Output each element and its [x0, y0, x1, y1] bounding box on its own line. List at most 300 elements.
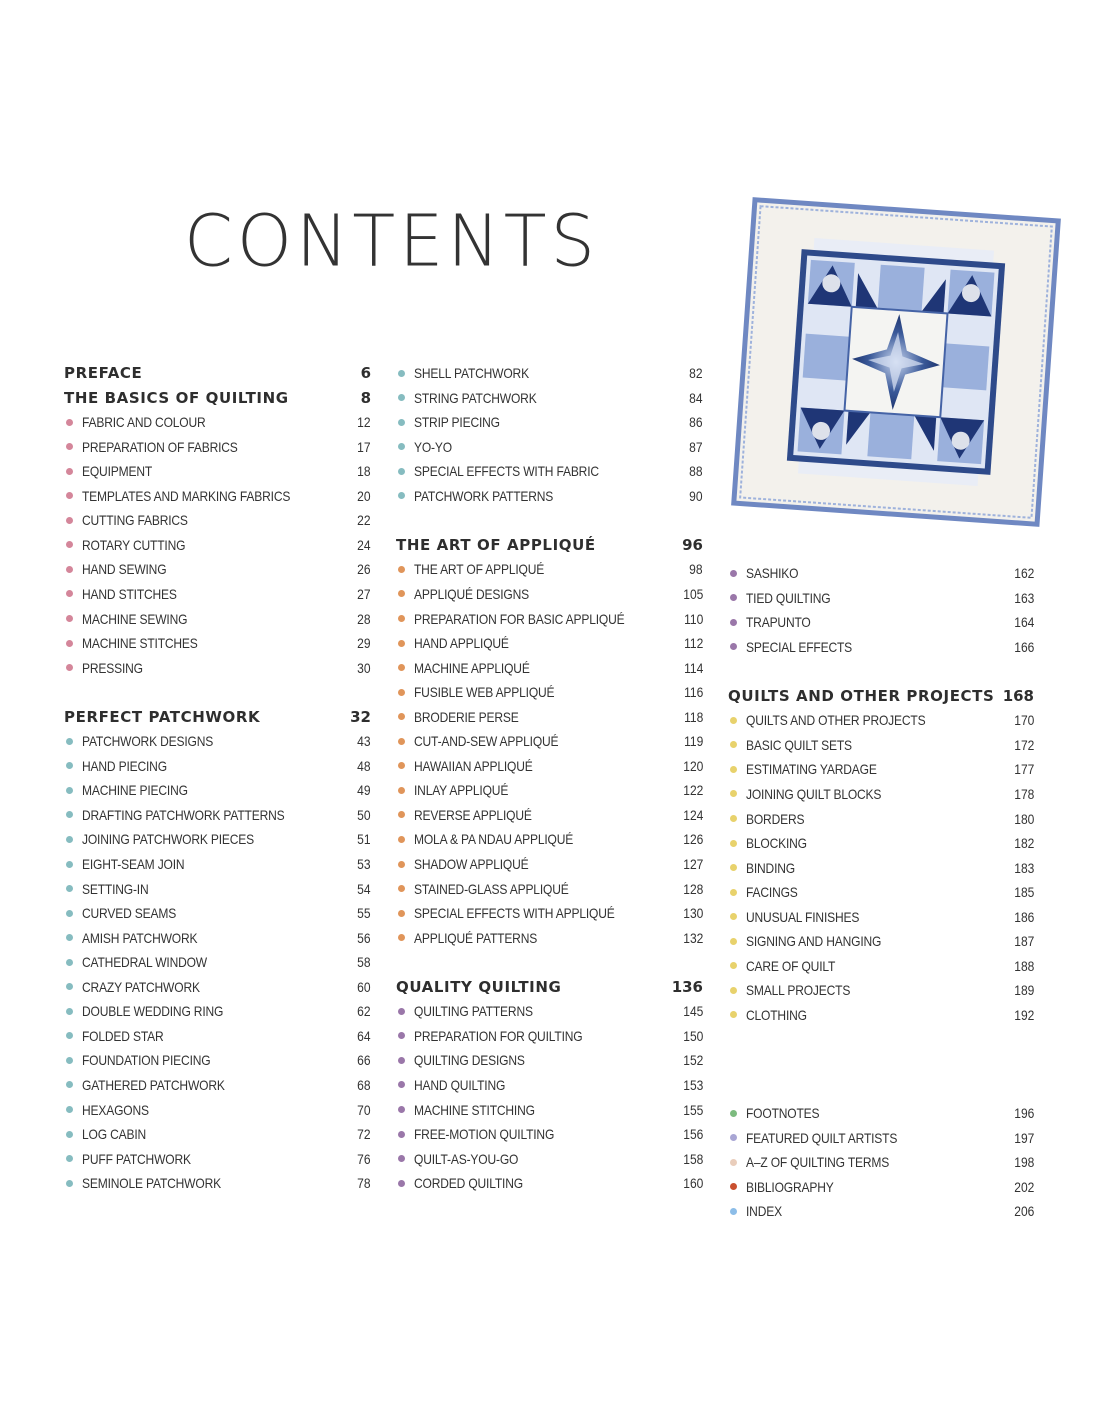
- entry-label: TIED QUILTING: [746, 589, 831, 606]
- page-number: 189: [1013, 982, 1034, 999]
- toc-entry[interactable]: [728, 586, 1034, 610]
- page-number: 118: [683, 708, 703, 725]
- toc-entry[interactable]: [396, 1098, 703, 1122]
- page-number: 22: [357, 512, 371, 529]
- entry-label: REVERSE APPLIQUÉ: [414, 806, 532, 823]
- page-number: 114: [683, 659, 703, 676]
- toc-entry[interactable]: [64, 508, 371, 532]
- entry-label: SASHIKO: [746, 565, 799, 581]
- toc-entry[interactable]: [728, 1126, 1034, 1150]
- toc-entry[interactable]: [64, 459, 371, 483]
- toc-entry[interactable]: [728, 831, 1034, 855]
- entry-label: HAND APPLIQUÉ: [414, 635, 509, 652]
- bullet-dot-icon: [730, 1208, 737, 1215]
- page-number: 156: [682, 1126, 703, 1143]
- entry-label: DOUBLE WEDDING RING: [82, 1003, 224, 1020]
- page-number: 136: [671, 977, 703, 996]
- entry-label: FACINGS: [746, 884, 798, 901]
- page-number: 27: [357, 585, 371, 602]
- toc-entry[interactable]: [396, 1048, 703, 1072]
- page-number: 88: [689, 463, 703, 480]
- entry-label: BORDERS: [746, 810, 805, 827]
- bullet-dot-icon: [66, 983, 73, 990]
- page-number: 187: [1013, 933, 1034, 950]
- toc-entry[interactable]: [396, 435, 703, 459]
- bullet-dot-icon: [730, 889, 737, 896]
- toc-entry[interactable]: [396, 852, 703, 876]
- entry-label: MACHINE STITCHING: [414, 1101, 535, 1118]
- entry-label: SHADOW APPLIQUÉ: [414, 856, 529, 872]
- entry-label: THE BASICS OF QUILTING: [64, 388, 289, 407]
- entry-label: EIGHT-SEAM JOIN: [82, 856, 185, 872]
- bullet-dot-icon: [730, 1183, 737, 1190]
- bullet-dot-icon: [66, 468, 73, 475]
- toc-entry[interactable]: [64, 901, 371, 925]
- bullet-dot-icon: [398, 811, 405, 818]
- page-number: 183: [1013, 859, 1034, 876]
- entry-label: BRODERIE PERSE: [414, 708, 519, 725]
- toc-entry[interactable]: [396, 459, 703, 483]
- entry-label: MOLA & PA NDAU APPLIQUÉ: [414, 831, 574, 848]
- bullet-dot-icon: [730, 987, 737, 994]
- bullet-dot-icon: [730, 1134, 737, 1141]
- page-number: 196: [1013, 1105, 1034, 1122]
- entry-label: SPECIAL EFFECTS WITH APPLIQUÉ: [414, 905, 615, 922]
- entry-label: MACHINE STITCHES: [82, 635, 198, 652]
- bullet-dot-icon: [66, 934, 73, 941]
- bullet-dot-icon: [398, 468, 405, 475]
- toc-entry[interactable]: [64, 1073, 371, 1097]
- bullet-dot-icon: [398, 738, 405, 745]
- section-heading[interactable]: [64, 361, 371, 385]
- entry-label: PUFF PATCHWORK: [82, 1150, 191, 1167]
- page-number: 192: [1013, 1006, 1034, 1023]
- section-heading[interactable]: [64, 386, 371, 410]
- bullet-dot-icon: [398, 370, 405, 377]
- bullet-dot-icon: [66, 1180, 73, 1187]
- section-heading[interactable]: [396, 975, 703, 999]
- entry-label: ROTARY CUTTING: [82, 536, 186, 553]
- entry-label: PREPARATION FOR BASIC APPLIQUÉ: [414, 610, 625, 627]
- bullet-dot-icon: [66, 664, 73, 671]
- bullet-dot-icon: [398, 934, 405, 941]
- toc-entry[interactable]: [64, 1171, 371, 1195]
- page-number: 197: [1013, 1129, 1034, 1146]
- bullet-dot-icon: [730, 643, 737, 650]
- page-number: 55: [357, 905, 371, 922]
- entry-label: THE ART OF APPLIQUÉ: [414, 561, 545, 578]
- bullet-dot-icon: [398, 1081, 405, 1088]
- toc-entry[interactable]: [728, 610, 1034, 634]
- toc-entry[interactable]: [728, 1199, 1034, 1223]
- entry-label: LOG CABIN: [82, 1126, 147, 1143]
- entry-label: BLOCKING: [746, 835, 807, 852]
- bullet-dot-icon: [398, 419, 405, 426]
- toc-entry[interactable]: [728, 929, 1034, 953]
- page-number: 70: [357, 1101, 371, 1118]
- bullet-dot-icon: [398, 615, 405, 622]
- page-number: 68: [357, 1076, 371, 1093]
- toc-entry[interactable]: [64, 778, 371, 802]
- entry-label: PATCHWORK PATTERNS: [414, 487, 554, 504]
- toc-entry[interactable]: [396, 754, 703, 778]
- page-number: 164: [1013, 614, 1034, 631]
- toc-entry[interactable]: [728, 880, 1034, 904]
- page-number: 53: [357, 856, 371, 872]
- entry-label: CUTTING FABRICS: [82, 512, 188, 529]
- entry-label: HAND QUILTING: [414, 1076, 506, 1093]
- toc-entry[interactable]: [64, 926, 371, 950]
- page-number: 116: [683, 684, 703, 701]
- page-number: 86: [689, 414, 703, 431]
- entry-label: JOINING QUILT BLOCKS: [746, 785, 882, 802]
- entry-label: PERFECT PATCHWORK: [64, 707, 261, 726]
- page-number: 66: [357, 1052, 371, 1069]
- entry-label: FOLDED STAR: [82, 1027, 164, 1044]
- entry-label: INLAY APPLIQUÉ: [414, 782, 509, 799]
- toc-entry[interactable]: [64, 1147, 371, 1171]
- toc-entry[interactable]: [396, 680, 703, 704]
- page-number: 155: [682, 1101, 703, 1118]
- entry-label: INDEX: [746, 1203, 782, 1220]
- entry-label: CUT-AND-SEW APPLIQUÉ: [414, 733, 559, 750]
- entry-label: QUILTS AND OTHER PROJECTS: [728, 686, 995, 705]
- toc-entry[interactable]: [728, 954, 1034, 978]
- toc-entry[interactable]: [728, 1175, 1034, 1199]
- toc-entry[interactable]: [64, 435, 371, 459]
- page-number: 120: [682, 757, 703, 774]
- bullet-dot-icon: [66, 1008, 73, 1015]
- page-number: 54: [357, 880, 371, 897]
- page-number: 202: [1013, 1178, 1034, 1195]
- bullet-dot-icon: [66, 492, 73, 499]
- bullet-dot-icon: [730, 766, 737, 773]
- bullet-dot-icon: [66, 738, 73, 745]
- bullet-dot-icon: [66, 1081, 73, 1088]
- page-number: 152: [682, 1052, 703, 1069]
- toc-entry[interactable]: [64, 877, 371, 901]
- toc-entry[interactable]: [64, 950, 371, 974]
- bullet-dot-icon: [398, 443, 405, 450]
- toc-entry[interactable]: [728, 1003, 1034, 1027]
- entry-label: BINDING: [746, 859, 795, 876]
- entry-label: PREPARATION OF FABRICS: [82, 438, 238, 455]
- page-number: 186: [1013, 908, 1034, 925]
- toc-entry[interactable]: [728, 1150, 1034, 1174]
- page-number: 49: [357, 782, 371, 799]
- entry-label: SHELL PATCHWORK: [414, 365, 529, 381]
- bullet-dot-icon: [66, 517, 73, 524]
- bullet-dot-icon: [730, 790, 737, 797]
- entry-label: HAND SEWING: [82, 561, 167, 578]
- page-number: 90: [689, 487, 703, 504]
- toc-entry[interactable]: [396, 1073, 703, 1097]
- page-number: 51: [357, 831, 371, 848]
- bullet-dot-icon: [398, 689, 405, 696]
- bullet-dot-icon: [66, 959, 73, 966]
- toc-entry[interactable]: [728, 1101, 1034, 1125]
- page-number: 132: [682, 929, 703, 946]
- toc-entry[interactable]: [64, 1098, 371, 1122]
- entry-label: DRAFTING PATCHWORK PATTERNS: [82, 806, 285, 823]
- toc-entry[interactable]: [64, 484, 371, 508]
- toc-entry[interactable]: [396, 901, 703, 925]
- toc-entry[interactable]: [396, 410, 703, 434]
- entry-label: CLOTHING: [746, 1006, 807, 1023]
- toc-entry[interactable]: [64, 975, 371, 999]
- toc-entry[interactable]: [396, 582, 703, 606]
- entry-label: HAND STITCHES: [82, 585, 177, 602]
- toc-entry[interactable]: [64, 557, 371, 581]
- toc-entry[interactable]: [728, 782, 1034, 806]
- entry-label: CATHEDRAL WINDOW: [82, 954, 208, 971]
- toc-entry[interactable]: [728, 708, 1034, 732]
- bullet-dot-icon: [730, 962, 737, 969]
- bullet-dot-icon: [398, 713, 405, 720]
- entry-label: CURVED SEAMS: [82, 905, 177, 922]
- toc-entry[interactable]: [64, 999, 371, 1023]
- toc-entry[interactable]: [396, 607, 703, 631]
- toc-entry[interactable]: [396, 1024, 703, 1048]
- page-number: 145: [682, 1003, 703, 1020]
- page-number: 17: [357, 438, 371, 455]
- page-number: 198: [1013, 1154, 1034, 1171]
- page-number: 60: [357, 978, 371, 995]
- page-number: 8: [360, 388, 371, 407]
- page-number: 87: [689, 438, 703, 455]
- toc-entry[interactable]: [728, 807, 1034, 831]
- entry-label: FREE-MOTION QUILTING: [414, 1126, 555, 1143]
- toc-entry[interactable]: [728, 757, 1034, 781]
- entry-label: QUILTING DESIGNS: [414, 1052, 525, 1069]
- toc-entry[interactable]: [64, 803, 371, 827]
- toc-entry[interactable]: [396, 1147, 703, 1171]
- entry-label: FABRIC AND COLOUR: [82, 414, 206, 431]
- entry-label: SETTING-IN: [82, 880, 149, 897]
- entry-label: TRAPUNTO: [746, 614, 811, 631]
- bullet-dot-icon: [66, 640, 73, 647]
- entry-label: QUILTS AND OTHER PROJECTS: [746, 712, 926, 729]
- entry-label: FUSIBLE WEB APPLIQUÉ: [414, 684, 555, 701]
- section-heading[interactable]: [728, 684, 1034, 708]
- bullet-dot-icon: [730, 815, 737, 822]
- toc-entry[interactable]: [64, 852, 371, 876]
- quilt-photo: [726, 192, 1066, 532]
- bullet-dot-icon: [730, 1159, 737, 1166]
- page-number: 26: [357, 561, 371, 578]
- toc-entry[interactable]: [396, 386, 703, 410]
- bullet-dot-icon: [66, 787, 73, 794]
- toc-entry[interactable]: [728, 978, 1034, 1002]
- entry-label: CRAZY PATCHWORK: [82, 978, 200, 995]
- entry-label: BASIC QUILT SETS: [746, 736, 852, 753]
- toc-entry[interactable]: [64, 582, 371, 606]
- page-number: 82: [689, 365, 703, 381]
- toc-entry[interactable]: [64, 607, 371, 631]
- entry-label: STRING PATCHWORK: [414, 389, 537, 406]
- bullet-dot-icon: [398, 1106, 405, 1113]
- page-number: 112: [683, 635, 703, 652]
- toc-entry[interactable]: [64, 656, 371, 680]
- toc-entry[interactable]: [64, 631, 371, 655]
- bullet-dot-icon: [66, 541, 73, 548]
- page-number: 160: [682, 1175, 703, 1192]
- entry-label: JOINING PATCHWORK PIECES: [82, 831, 255, 848]
- bullet-dot-icon: [730, 1011, 737, 1018]
- page-number: 150: [682, 1027, 703, 1044]
- page-number: 162: [1013, 565, 1034, 581]
- bullet-dot-icon: [730, 938, 737, 945]
- toc-entry[interactable]: [396, 557, 703, 581]
- page-number: 30: [357, 659, 371, 676]
- bullet-dot-icon: [66, 1106, 73, 1113]
- bullet-dot-icon: [398, 1155, 405, 1162]
- page-number: 96: [682, 535, 703, 554]
- toc-entry[interactable]: [396, 729, 703, 753]
- bullet-dot-icon: [730, 741, 737, 748]
- entry-label: FOOTNOTES: [746, 1105, 820, 1122]
- bullet-dot-icon: [730, 717, 737, 724]
- page-number: 130: [682, 905, 703, 922]
- bullet-dot-icon: [66, 1131, 73, 1138]
- bullet-dot-icon: [66, 566, 73, 573]
- entry-label: PRESSING: [82, 659, 143, 676]
- toc-entry[interactable]: [396, 999, 703, 1023]
- page-number: 18: [357, 463, 371, 480]
- entry-label: CORDED QUILTING: [414, 1175, 523, 1192]
- page-number: 170: [1013, 712, 1034, 729]
- toc-entry[interactable]: [728, 733, 1034, 757]
- toc-entry[interactable]: [728, 905, 1034, 929]
- toc-entry[interactable]: [396, 1171, 703, 1195]
- entry-label: PATCHWORK DESIGNS: [82, 733, 214, 750]
- entry-label: SIGNING AND HANGING: [746, 933, 882, 950]
- page-number: 153: [682, 1076, 703, 1093]
- page-number: 128: [682, 880, 703, 897]
- page-number: 177: [1013, 761, 1034, 778]
- toc-entry[interactable]: [396, 656, 703, 680]
- page-number: 172: [1013, 736, 1034, 753]
- toc-entry[interactable]: [728, 635, 1034, 659]
- entry-label: STAINED-GLASS APPLIQUÉ: [414, 880, 569, 897]
- entry-label: THE ART OF APPLIQUÉ: [396, 535, 596, 554]
- bullet-dot-icon: [66, 590, 73, 597]
- entry-label: QUALITY QUILTING: [396, 977, 562, 996]
- toc-entry[interactable]: [64, 1048, 371, 1072]
- bullet-dot-icon: [398, 762, 405, 769]
- toc-entry[interactable]: [396, 631, 703, 655]
- page-number: 64: [357, 1027, 371, 1044]
- bullet-dot-icon: [398, 836, 405, 843]
- toc-entry[interactable]: [728, 561, 1034, 585]
- toc-entry[interactable]: [64, 410, 371, 434]
- entry-label: AMISH PATCHWORK: [82, 929, 198, 946]
- bullet-dot-icon: [66, 861, 73, 868]
- toc-entry[interactable]: [396, 361, 703, 385]
- toc-entry[interactable]: [64, 754, 371, 778]
- bullet-dot-icon: [398, 394, 405, 401]
- bullet-dot-icon: [398, 1008, 405, 1015]
- entry-label: STRIP PIECING: [414, 414, 500, 431]
- page-number: 122: [682, 782, 703, 799]
- entry-label: ESTIMATING YARDAGE: [746, 761, 877, 778]
- toc-entry[interactable]: [396, 803, 703, 827]
- entry-label: SMALL PROJECTS: [746, 982, 851, 999]
- page-number: 105: [682, 585, 703, 602]
- bullet-dot-icon: [66, 762, 73, 769]
- bullet-dot-icon: [398, 590, 405, 597]
- page-number: 58: [357, 954, 371, 971]
- entry-label: APPLIQUÉ PATTERNS: [414, 929, 538, 946]
- toc-entry[interactable]: [396, 827, 703, 851]
- page-number: 56: [357, 929, 371, 946]
- entry-label: FEATURED QUILT ARTISTS: [746, 1129, 898, 1146]
- bullet-dot-icon: [66, 1155, 73, 1162]
- toc-entry[interactable]: [64, 1024, 371, 1048]
- page-number: 178: [1013, 785, 1034, 802]
- page-number: 43: [357, 733, 371, 750]
- bullet-dot-icon: [398, 566, 405, 573]
- toc-entry[interactable]: [64, 729, 371, 753]
- entry-label: PREPARATION FOR QUILTING: [414, 1027, 583, 1044]
- toc-entry[interactable]: [396, 877, 703, 901]
- toc-entry[interactable]: [396, 778, 703, 802]
- bullet-dot-icon: [730, 864, 737, 871]
- section-heading[interactable]: [396, 533, 703, 557]
- entry-label: BIBLIOGRAPHY: [746, 1178, 834, 1195]
- page-number: 12: [357, 414, 371, 431]
- page-number: 62: [357, 1003, 371, 1020]
- toc-entry[interactable]: [396, 705, 703, 729]
- toc-entry[interactable]: [64, 533, 371, 557]
- entry-label: CARE OF QUILT: [746, 957, 836, 974]
- entry-label: A–Z OF QUILTING TERMS: [746, 1154, 890, 1171]
- entry-label: MACHINE SEWING: [82, 610, 188, 627]
- page-number: 166: [1013, 638, 1034, 655]
- bullet-dot-icon: [730, 840, 737, 847]
- entry-label: UNUSUAL FINISHES: [746, 908, 860, 925]
- entry-label: HAWAIIAN APPLIQUÉ: [414, 757, 533, 774]
- page-number: 168: [1002, 686, 1034, 705]
- page-number: 182: [1013, 835, 1034, 852]
- toc-entry[interactable]: [396, 484, 703, 508]
- bullet-dot-icon: [398, 1180, 405, 1187]
- bullet-dot-icon: [398, 861, 405, 868]
- page-number: 127: [682, 856, 703, 872]
- bullet-dot-icon: [730, 913, 737, 920]
- page-number: 180: [1013, 810, 1034, 827]
- page-number: 98: [689, 561, 703, 578]
- page-number: 126: [682, 831, 703, 848]
- bullet-dot-icon: [730, 570, 737, 577]
- section-heading[interactable]: [64, 705, 371, 729]
- toc-entry[interactable]: [396, 1122, 703, 1146]
- page-number: 124: [682, 806, 703, 823]
- toc-entry[interactable]: [396, 926, 703, 950]
- bullet-dot-icon: [398, 787, 405, 794]
- toc-entry[interactable]: [64, 827, 371, 851]
- toc-entry[interactable]: [64, 1122, 371, 1146]
- entry-label: SPECIAL EFFECTS WITH FABRIC: [414, 463, 599, 480]
- page-title: CONTENTS: [184, 199, 599, 283]
- entry-label: HAND PIECING: [82, 757, 167, 774]
- bullet-dot-icon: [398, 910, 405, 917]
- entry-label: MACHINE APPLIQUÉ: [414, 659, 530, 676]
- bullet-dot-icon: [66, 885, 73, 892]
- entry-label: APPLIQUÉ DESIGNS: [414, 585, 530, 602]
- toc-entry[interactable]: [728, 856, 1034, 880]
- entry-label: SEMINOLE PATCHWORK: [82, 1175, 221, 1192]
